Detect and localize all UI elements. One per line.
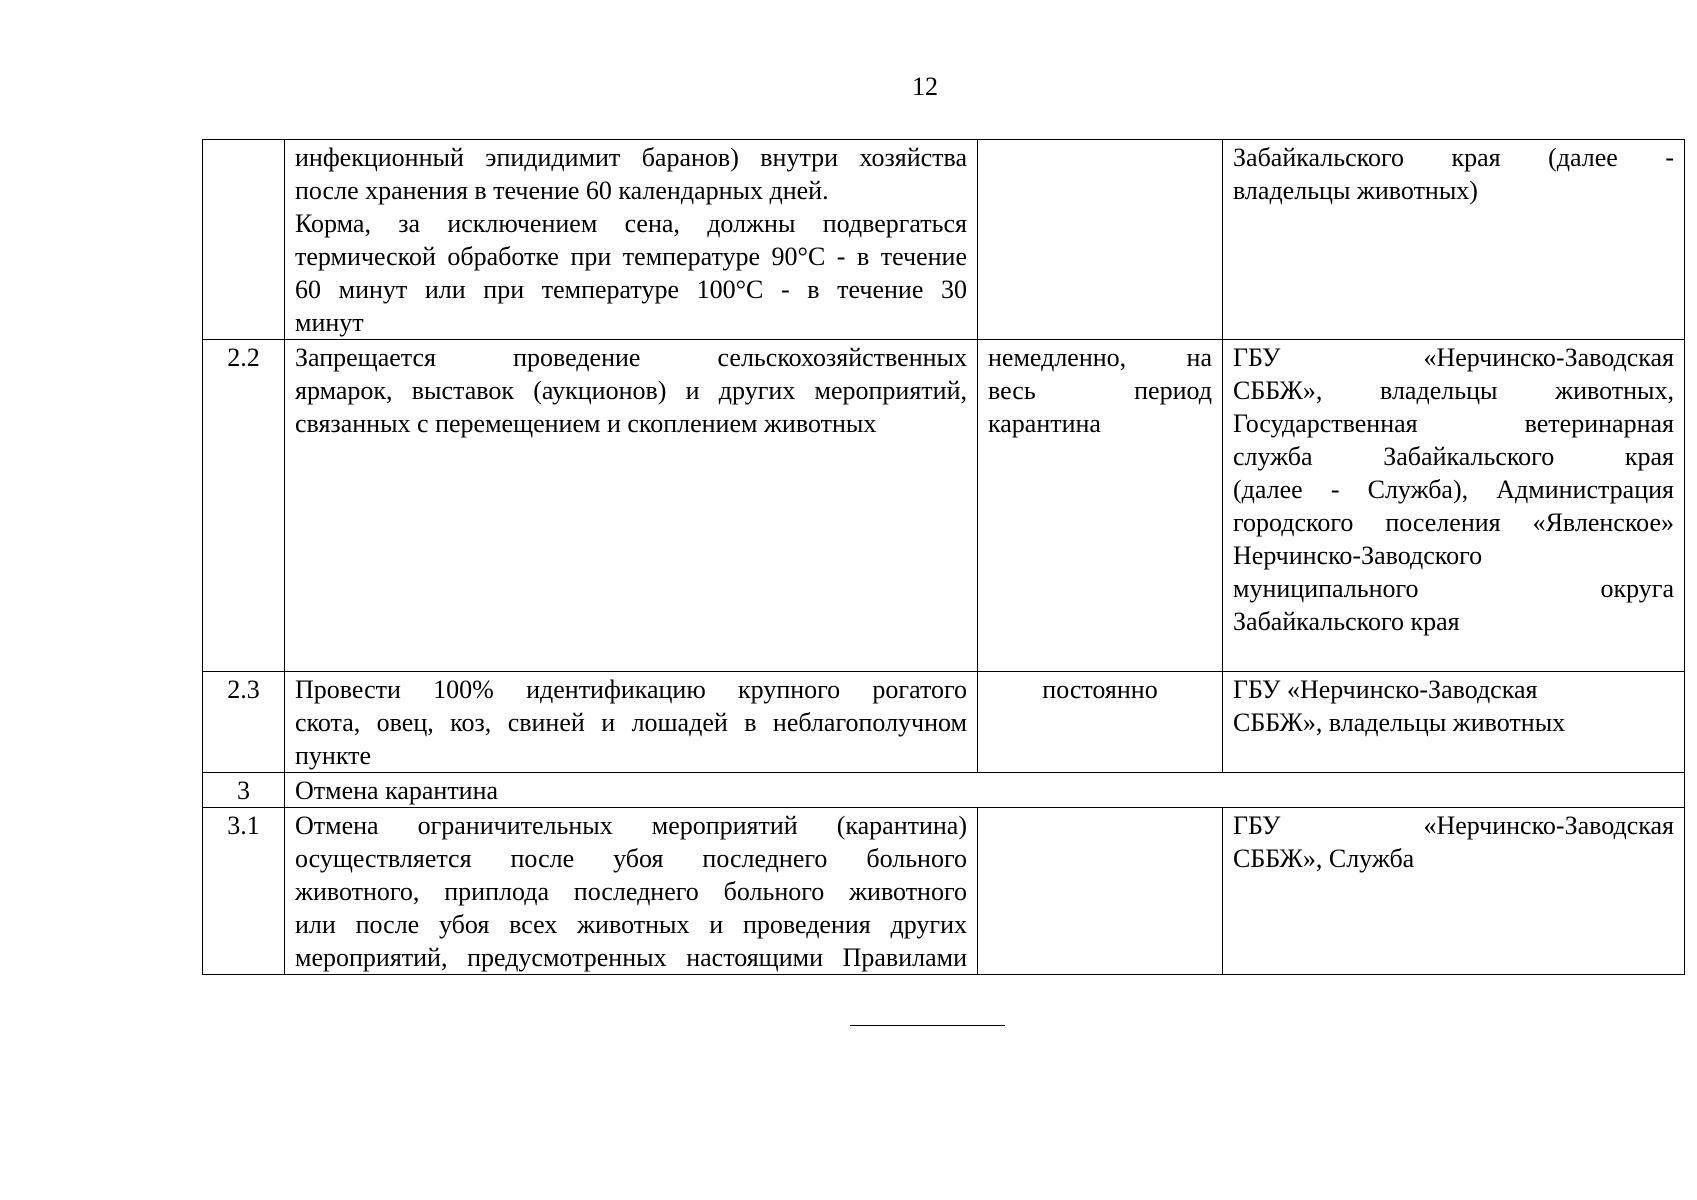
text-line: муниципального округа: [1233, 574, 1674, 603]
text-line: (далее - Служба), Администрация: [1233, 475, 1674, 504]
text-line: Провести 100% идентификацию крупного рогатого: [295, 675, 967, 704]
text-line: инфекционный эпидидимит баранов) внутри хозяйства: [295, 143, 967, 172]
measure-text-cell: [285, 672, 978, 773]
text-line: Забайкальского края (далее -: [1233, 143, 1674, 172]
text-line: владельцы животных): [1233, 176, 1478, 205]
row-number-cell: 2.2: [203, 340, 285, 672]
responsible-cell: [1223, 808, 1685, 975]
end-of-document-rule: [850, 1025, 1005, 1026]
text-line: постоянно: [1042, 675, 1158, 704]
term-cell: [978, 140, 1223, 340]
table-row: [203, 808, 1685, 975]
row-number-cell: 3: [203, 773, 285, 808]
responsible-cell: [1223, 672, 1685, 773]
measures-table: [202, 139, 1685, 975]
text-line: ярмарок, выставок (аукционов) и других мероприятий,: [295, 376, 967, 405]
term-cell: [978, 672, 1223, 773]
row-number-cell: 3.1: [203, 808, 285, 975]
section-title-cell: [285, 773, 1685, 808]
table-row: [203, 672, 1685, 773]
measure-text-cell: [285, 340, 978, 672]
text-line: пункте: [295, 741, 372, 770]
text-line: после хранения в течение 60 календарных дней.: [295, 176, 829, 205]
text-line: городского поселения «Явленское»: [1233, 508, 1674, 537]
page-number: 12: [912, 72, 938, 101]
text-line: Забайкальского края: [1233, 607, 1460, 636]
text-line: Запрещается проведение сельскохозяйственных: [295, 343, 967, 372]
text-line: минут: [295, 308, 364, 337]
text-line: служба Забайкальского края: [1233, 442, 1674, 471]
text-line: мероприятий, предусмотренных настоящими Правилами: [295, 943, 967, 972]
row-number-cell: 2.3: [203, 672, 285, 773]
section-title: Отмена карантина: [295, 776, 499, 805]
row-number-cell: [203, 140, 285, 340]
term-cell: [978, 808, 1223, 975]
text-line: немедленно, на: [988, 343, 1212, 372]
text-line: СББЖ», владельцы животных: [1233, 708, 1566, 737]
text-line: Нерчинско-Заводского: [1233, 541, 1483, 570]
text-line: 60 минут или при температуре 100°C - в течение 30: [295, 275, 967, 304]
responsible-cell: [1223, 340, 1685, 672]
term-cell: [978, 340, 1223, 672]
text-line: ГБУ «Нерчинско-Заводская: [1233, 811, 1674, 840]
text-line: осуществляется после убоя последнего больного: [295, 844, 967, 873]
text-line: ГБУ «Нерчинско-Заводская: [1233, 343, 1674, 372]
text-line: карантина: [988, 409, 1101, 438]
text-line: термической обработке при температуре 90°C - в течение: [295, 242, 967, 271]
table-row: [203, 140, 1685, 340]
text-line: Государственная ветеринарная: [1233, 409, 1674, 438]
text-line: ГБУ «Нерчинско-Заводская: [1233, 675, 1538, 704]
section-row: [203, 773, 1685, 808]
text-line: или после убоя всех животных и проведения других: [295, 910, 967, 939]
table-row: [203, 340, 1685, 672]
text-line: Отмена ограничительных мероприятий (карантина): [295, 811, 967, 840]
text-line: СББЖ», Служба: [1233, 844, 1415, 873]
text-line: связанных с перемещением и скоплением животных: [295, 409, 877, 438]
text-line: скота, овец, коз, свиней и лошадей в неблагополучном: [295, 708, 967, 737]
text-line: животного, приплода последнего больного животного: [295, 877, 967, 906]
text-line: весь период: [988, 376, 1212, 405]
text-line: СББЖ», владельцы животных,: [1233, 376, 1674, 405]
measure-text-cell: [285, 140, 978, 340]
text-line: Корма, за исключением сена, должны подвергаться: [295, 209, 967, 238]
measure-text-cell: [285, 808, 978, 975]
responsible-cell: [1223, 140, 1685, 340]
